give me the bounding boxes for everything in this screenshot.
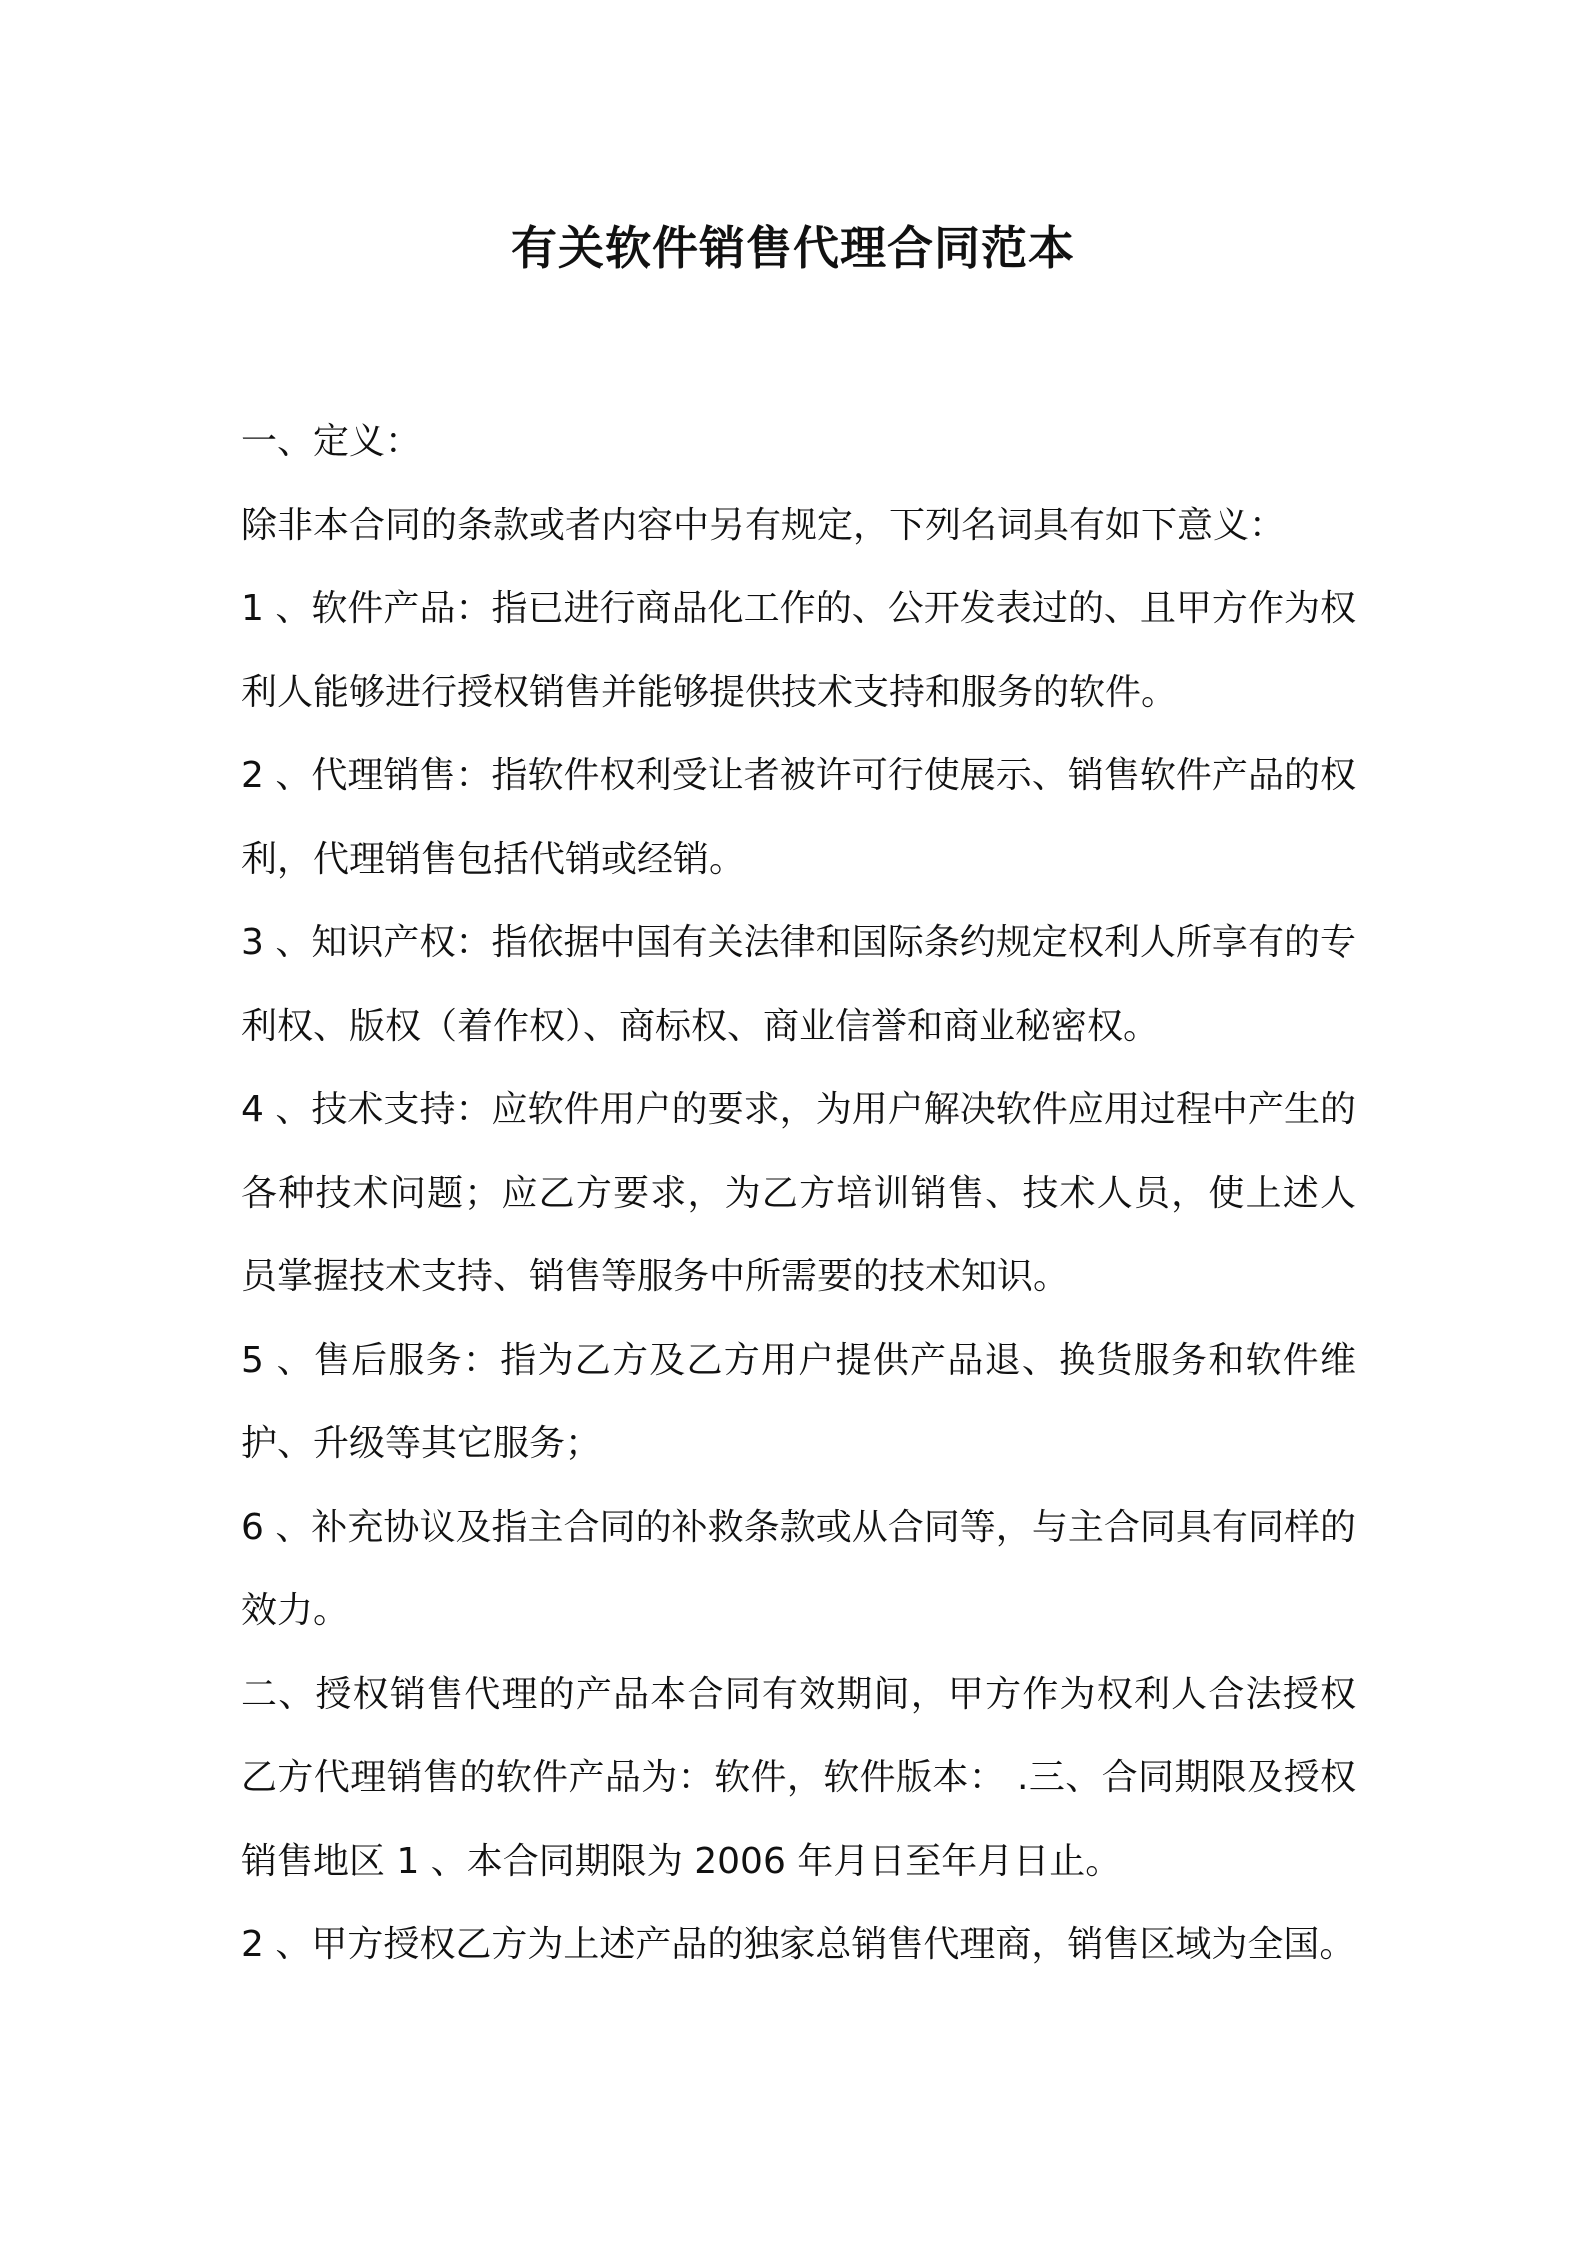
paragraph-agency-sales: 2 、代理销售：指软件权利受让者被许可行使展示、销售软件产品的权利，代理销售包括代销或经销。 <box>241 755 1356 880</box>
document-body <box>241 400 1356 1987</box>
paragraph-supplementary-agreement: 6 、补充协议及指主合同的补救条款或从合同等，与主合同具有同样的效力。 <box>241 1506 1356 1631</box>
paragraph-authorized-products: 二、授权销售代理的产品本合同有效期间，甲方作为权利人合法授权乙方代理销售的软件产品为：软件，软件版本： .三、合同期限及授权销售地区 1 、本合同期限为 2006 年月日至年月日止。 <box>241 1673 1356 1882</box>
paragraph-software-product: 1 、软件产品：指已进行商品化工作的、公开发表过的、且甲方作为权利人能够进行授权销售并能够提供技术支持和服务的软件。 <box>241 588 1356 713</box>
paragraph-technical-support: 4 、技术支持：应软件用户的要求，为用户解决软件应用过程中产生的各种技术问题；应乙方要求，为乙方培训销售、技术人员，使上述人员掌握技术支持、销售等服务中所需要的技术知识。 <box>241 1089 1356 1297</box>
paragraph-intellectual-property: 3 、知识产权：指依据中国有关法律和国际条约规定权利人所享有的专利权、版权（着作权）、商标权、商业信誉和商业秘密权。 <box>241 922 1356 1047</box>
section-heading-definitions: 一、定义： <box>241 421 422 462</box>
document-title: 有关软件销售代理合同范本 <box>511 221 1075 275</box>
paragraph-after-sales-service: 5 、售后服务：指为乙方及乙方用户提供产品退、换货服务和软件维护、升级等其它服务； <box>241 1339 1356 1464</box>
paragraph-definitions-intro: 除非本合同的条款或者内容中另有规定，下列名词具有如下意义： <box>241 504 1286 546</box>
paragraph-exclusive-agent: 2 、甲方授权乙方为上述产品的独家总销售代理商，销售区域为全国。 <box>241 1924 1356 1965</box>
